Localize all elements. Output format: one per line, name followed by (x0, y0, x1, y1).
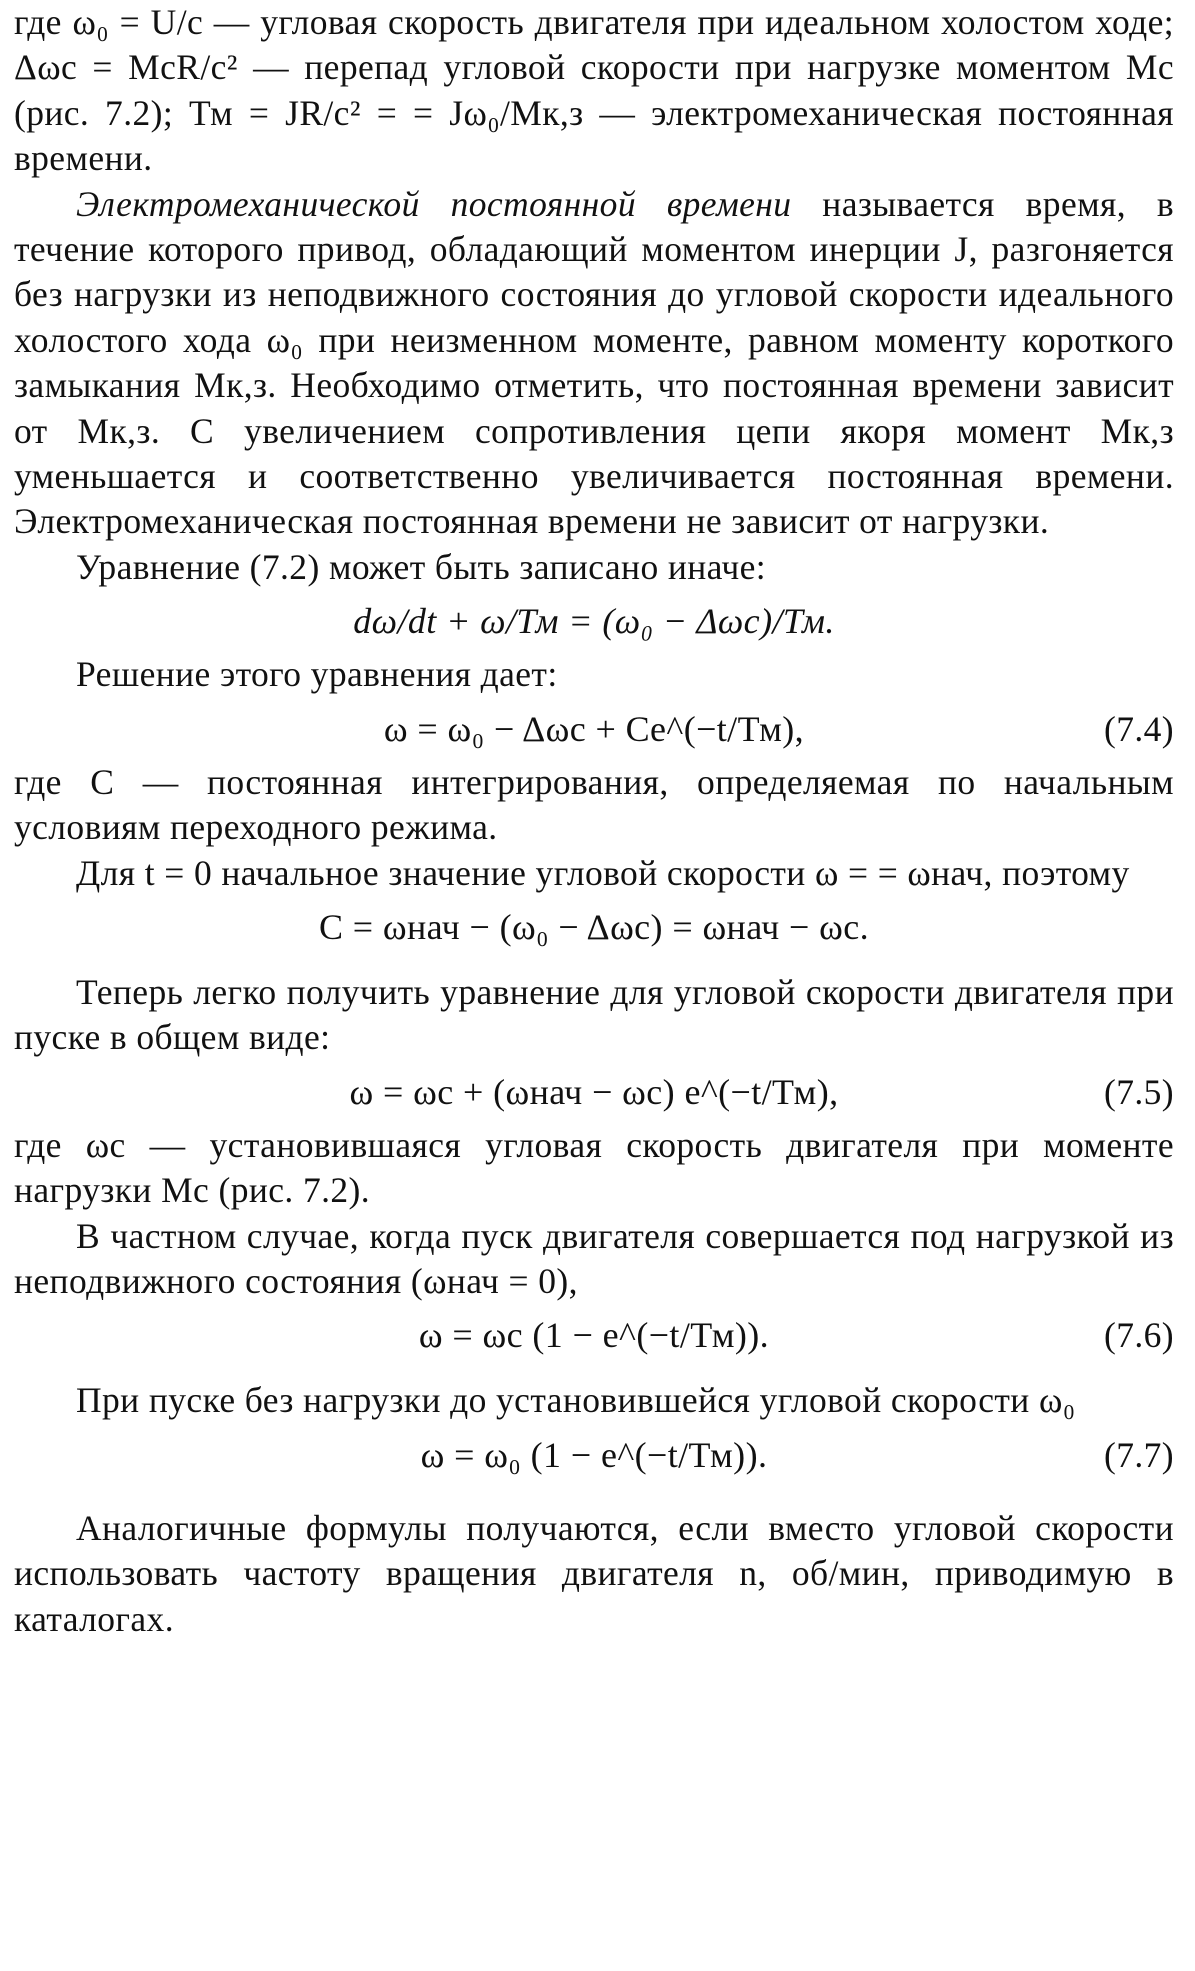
paragraph-initial-value: Для t = 0 начальное значение угловой скорости ω = = ωнач, поэтому (76, 852, 1130, 893)
equation-formula: ω = ω₀ − Δωс + Ce^(−t/Тм), (383, 708, 805, 749)
paragraph-constant-c: где С — постоянная интегрирования, определяемая по начальным условиям переходного режима. (14, 761, 1174, 848)
paragraph-no-load-start: При пуске без нагрузки до установившейся угловой скорости ω₀ (76, 1380, 1076, 1421)
paragraph-loaded-start: В частном случае, когда пуск двигателя совершается под нагрузкой из неподвижного состояния (ωнач = 0), (14, 1215, 1174, 1301)
paragraph-rewrite: Уравнение (7.2) может быть записано иначе: (76, 546, 767, 587)
equation-formula: ω = ωс + (ωнач − ωс) e^(−t/Тм), (349, 1071, 839, 1112)
document-page (14, 0, 1174, 1642)
equation-number: (7.6) (1103, 1315, 1174, 1356)
equation-number: (7.4) (1103, 708, 1174, 749)
equation-7-6 (14, 1304, 1174, 1366)
equation-number: (7.7) (1103, 1434, 1174, 1475)
equation-formula: ω = ωс (1 − e^(−t/Тм)). (418, 1315, 770, 1356)
paragraph-time-constant (14, 182, 1174, 545)
paragraph-solution: Решение этого уравнения дает: (76, 654, 558, 695)
paragraph-definitions: где ω₀ = U/c — угловая скорость двигателя при идеальном холостом ходе; Δωс = МсR/c² — перепад угловой скорости при нагрузке моментом Мс (рис. 7.2); Тм = JR/c² = = Jω₀/Мк,з — электромеханическая постоянная времени. (14, 2, 1174, 179)
defined-term: Электромеханической постоянной времени (76, 183, 792, 224)
equation-7-7 (14, 1424, 1174, 1486)
equation-7-5 (14, 1061, 1174, 1123)
definition-text: называется время, в течение которого привод, обладающий моментом инерции J, разгоняется без нагрузки из неподвижного состояния до угловой скорости идеального холостого хода ω₀ при неизменном моменте, равном моменту короткого замыкания Мк,з. Необходимо отметить, что постоянная времени зависит от Мк,з. С увеличением сопротивления цепи якоря момент Мк,з уменьшается и соответственно увеличивается постоянная времени. Электромеханическая постоянная времени не зависит от нагрузки. (14, 183, 1174, 542)
equation-7-4 (14, 698, 1174, 760)
paragraph-analogous-formulas: Аналогичные формулы получаются, если вместо угловой скорости использовать частоту вращения двигателя n, об/мин, приводимую в каталогах. (14, 1507, 1174, 1639)
equation-formula: С = ωнач − (ω₀ − Δωс) = ωнач − ωс. (318, 906, 870, 947)
equation-formula: dω/dt + ω/Тм = (ω₀ − Δωс)/Тм. (353, 601, 835, 642)
paragraph-general-form: Теперь легко получить уравнение для угловой скорости двигателя при пуске в общем виде: (14, 971, 1174, 1058)
paragraph-steady-speed: где ωс — установившаяся угловая скорость двигателя при моменте нагрузки Мс (рис. 7.2). (14, 1124, 1174, 1211)
equation-differential (14, 590, 1174, 652)
equation-number: (7.5) (1103, 1071, 1174, 1112)
equation-formula: ω = ω₀ (1 − e^(−t/Тм)). (420, 1434, 768, 1475)
equation-constant-c (14, 896, 1174, 958)
